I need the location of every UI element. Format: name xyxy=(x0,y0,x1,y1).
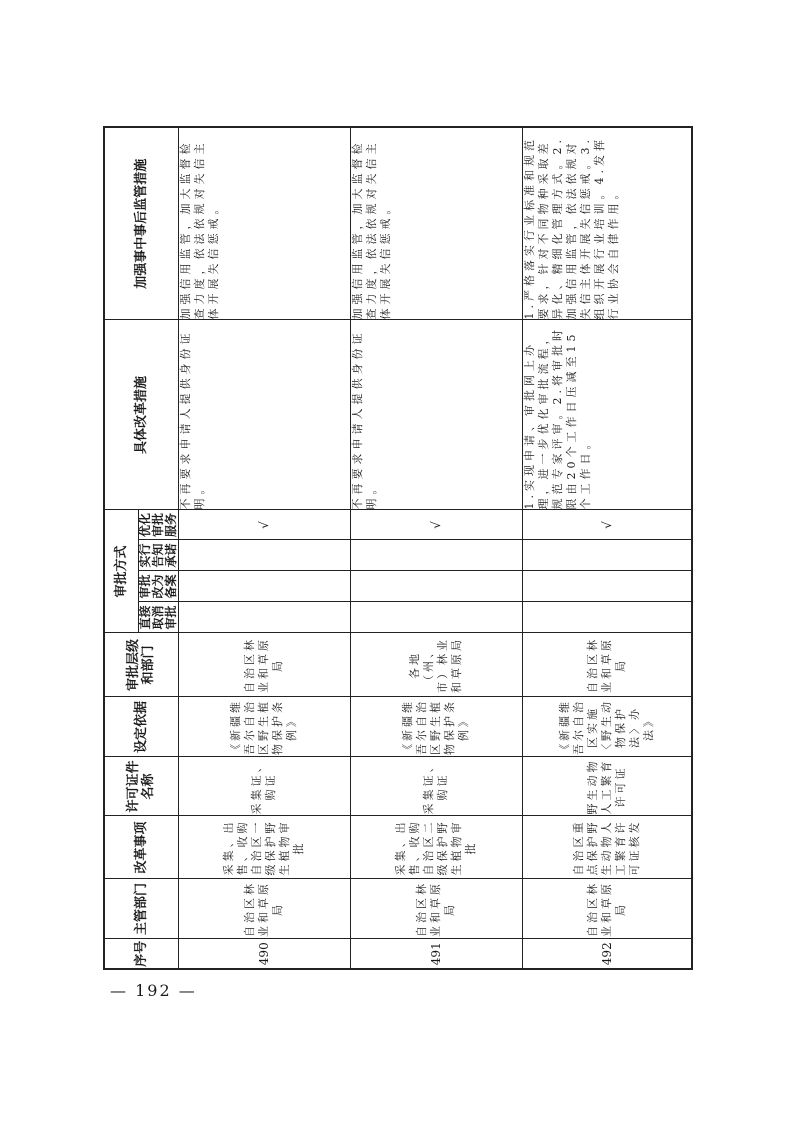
row-dept: 自治区林业和草原局 xyxy=(522,879,692,939)
header-cancel: 直接取消审批 xyxy=(138,602,178,633)
header-basis: 设定依据 xyxy=(104,697,178,757)
row-seq: 492 xyxy=(522,939,692,969)
header-filing: 审批改为备案 xyxy=(138,571,178,602)
row-optimize-check: √ xyxy=(522,510,692,540)
row-notify xyxy=(522,540,692,571)
table-row xyxy=(522,127,692,969)
row-basis: 《新疆维吾尔自治区野生植物保护条例》 xyxy=(178,697,350,757)
row-notify xyxy=(350,540,522,571)
header-dept: 主管部门 xyxy=(104,879,178,939)
row-supervision: 加强信用监管，加大监督检查力度，依法依规对失信主体开展失信惩戒。 xyxy=(178,127,350,320)
header-reform: 具体改革措施 xyxy=(104,320,178,510)
row-optimize-check: √ xyxy=(178,510,350,540)
row-basis: 《新疆维吾尔自治区野生植物保护条例》 xyxy=(350,697,522,757)
rotated-table-canvas xyxy=(103,128,689,970)
row-cancel xyxy=(522,602,692,633)
header-supervision: 加强事中事后监管措施 xyxy=(104,127,178,320)
row-license: 采集证、购证 xyxy=(350,757,522,816)
reform-items-table xyxy=(103,126,693,970)
row-seq: 490 xyxy=(178,939,350,969)
row-basis: 《新疆维吾尔自治区实施〈野生动物保护法〉办法》 xyxy=(522,697,692,757)
row-item: 采集、出售、收购自治区二级保护野生植物审批 xyxy=(350,816,522,879)
row-item: 采集、出售、收购自治区一级保护野生植物审批 xyxy=(178,816,350,879)
header-license: 许可证件名称 xyxy=(104,757,178,816)
row-filing xyxy=(178,571,350,602)
row-seq: 491 xyxy=(350,939,522,969)
row-license: 野生动物人工繁育许可证 xyxy=(522,757,692,816)
row-cancel xyxy=(178,602,350,633)
row-level: 自治区林业和草原局 xyxy=(522,633,692,697)
row-item: 自治区重点保护野生动物人工繁育许可证核发 xyxy=(522,816,692,879)
row-notify xyxy=(178,540,350,571)
row-filing xyxy=(522,571,692,602)
row-level: 自治区林业和草原局 xyxy=(178,633,350,697)
row-reform: 1.实现申请、审批网上办理，进一步优化审批流程，规范专家评审。2.将审批时限由20个工作日压减至15个工作日。 xyxy=(522,320,692,510)
row-supervision: 1.严格落实行业标准和规范要求，针对不同物种采取差异化、精细化管理方式。2.加强信用监管，依法依规对失信主体开展失信惩戒。3.组织开展行业培训。4.发挥行业协会自律作用。 xyxy=(522,127,692,320)
row-cancel xyxy=(350,602,522,633)
row-reform: 不再要求申请人提供身份证明。 xyxy=(178,320,350,510)
table-row xyxy=(178,127,350,969)
page-number-value: 192 xyxy=(135,981,172,1000)
table-row xyxy=(350,127,522,969)
header-item: 改革事项 xyxy=(104,816,178,879)
header-level: 审批层级和部门 xyxy=(104,633,178,697)
row-reform: 不再要求申请人提供身份证明。 xyxy=(350,320,522,510)
table-header xyxy=(104,127,178,969)
header-optimize: 优化审批服务 xyxy=(138,510,178,540)
header-approval-method: 审批方式 xyxy=(104,510,138,633)
page-number: — 192 — xyxy=(110,981,197,1000)
row-level: 各地（州、市）林业和草原局 xyxy=(350,633,522,697)
row-supervision: 加强信用监管，加大监督检查力度，依法依规对失信主体开展失信惩戒。 xyxy=(350,127,522,320)
row-license: 采集证、购证 xyxy=(178,757,350,816)
header-seq: 序号 xyxy=(104,939,178,969)
header-notify: 实行告知承诺 xyxy=(138,540,178,571)
row-dept: 自治区林业和草原局 xyxy=(350,879,522,939)
row-optimize-check: √ xyxy=(350,510,522,540)
row-dept: 自治区林业和草原局 xyxy=(178,879,350,939)
row-filing xyxy=(350,571,522,602)
